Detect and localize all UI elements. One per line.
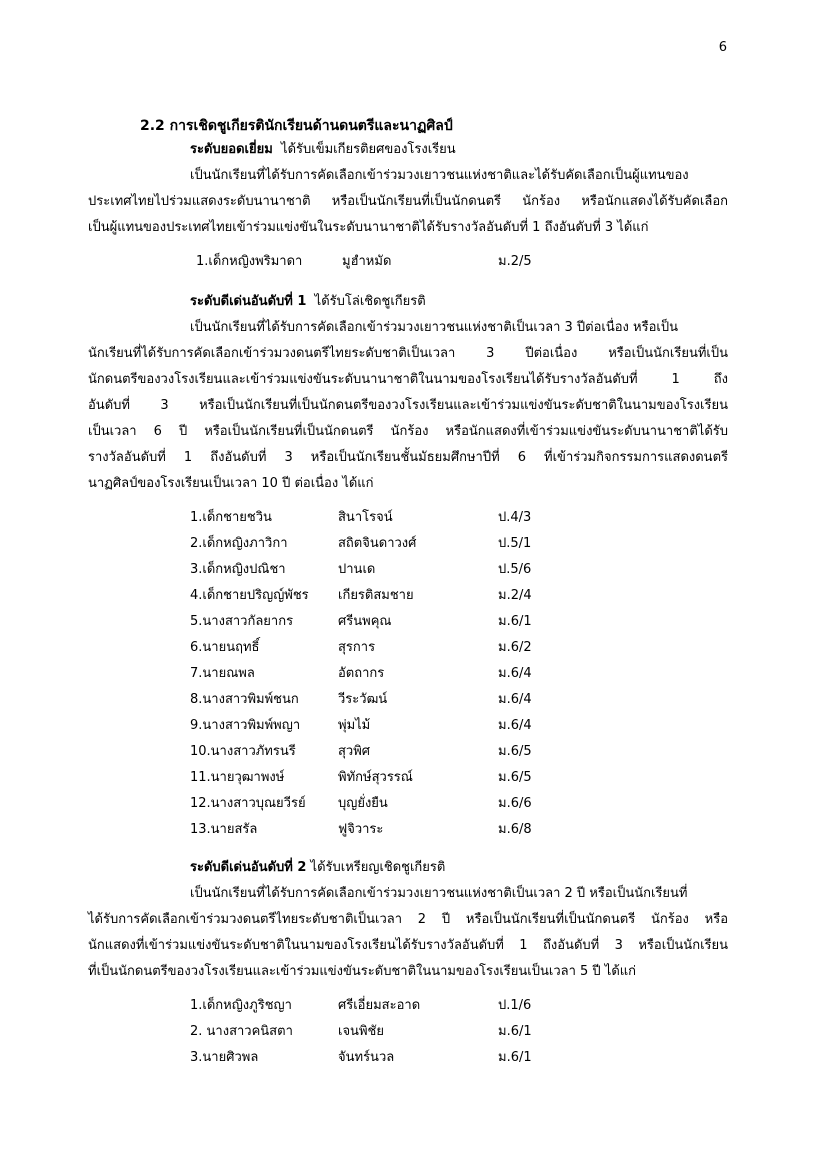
student-class: ม.6/6 xyxy=(498,796,532,811)
student-class: ม.6/2 xyxy=(498,640,532,655)
criteria-line: เป็นผู้แทนของประเทศไทยเข้าร่วมแข่งขันในระดับนานาชาติได้รับรางวัลอันดับที่ 1 ถึงอันดับที่ 3 ได้แก่ xyxy=(88,220,649,235)
level-heading-distinguished-2 xyxy=(190,858,445,878)
student-name: 2. นางสาวคนิสตา xyxy=(190,1024,293,1039)
student-class: ม.6/1 xyxy=(498,1050,532,1065)
student-surname: ฟูจิวาระ xyxy=(338,822,384,837)
student-surname: จันทร์นวล xyxy=(338,1050,395,1065)
level-title: ระดับดีเด่นอันดับที่ 2 xyxy=(190,860,307,875)
level-title: ระดับยอดเยี่ยม xyxy=(190,142,273,157)
student-class: ป.5/6 xyxy=(498,562,532,577)
student-class: ม.6/5 xyxy=(498,770,532,785)
criteria-line: เป็นนักเรียนที่ได้รับการคัดเลือกเข้าร่วมวงเยาวชนแห่งชาติและได้รับคัดเลือกเป็นผู้แทนของ xyxy=(190,168,689,183)
student-name: 1.เด็กหญิงพริมาดา xyxy=(196,254,303,269)
student-name: 1.เด็กชายชวิน xyxy=(190,510,272,525)
student-surname: เกียรติสมชาย xyxy=(338,588,414,603)
student-class: ป.1/6 xyxy=(498,998,532,1013)
student-surname: พุ่มไม้ xyxy=(338,718,371,733)
student-name: 7.นายณพล xyxy=(190,666,255,681)
student-name: 5.นางสาวกัลยากร xyxy=(190,614,294,629)
student-class: ม.2/5 xyxy=(498,254,532,269)
student-name: 6.นายนฤทธิ์ xyxy=(190,640,260,655)
level-heading-distinguished-1 xyxy=(190,292,426,312)
student-class: ป.4/3 xyxy=(498,510,532,525)
student-surname: พิทักษ์สุวรรณ์ xyxy=(338,770,413,785)
student-class: ม.6/8 xyxy=(498,822,532,837)
student-surname: สุวพิศ xyxy=(338,744,371,759)
student-name: 11.นายวุฒาพงษ์ xyxy=(190,770,285,785)
student-surname: ปานเด xyxy=(338,562,376,577)
level-heading-excellent xyxy=(190,140,456,160)
student-surname: สุรการ xyxy=(338,640,376,655)
criteria-line: นักเรียนที่ได้รับการคัดเลือกเข้าร่วมวงดนตรีไทยระดับชาติเป็นเวลา 3 ปีต่อเนื่อง หรือเป็นนักเรียนที่เป็น xyxy=(88,346,728,361)
criteria-line: นักแสดงที่เข้าร่วมแข่งขันระดับชาติในนามของโรงเรียนได้รับรางวัลอันดับที่ 1 ถึงอันดับที่ 3 หรือเป็นนักเรียน xyxy=(88,938,728,953)
student-name: 10.นางสาวภัทรนรี xyxy=(190,744,296,759)
student-surname: ศรีนพคุณ xyxy=(338,614,392,629)
criteria-line: นาฏศิลป์ของโรงเรียนเป็นเวลา 10 ปี ต่อเนื่อง ได้แก่ xyxy=(88,476,374,491)
section-heading: 2.2 การเชิดชูเกียรตินักเรียนด้านดนตรีและนาฏศิลป์ xyxy=(140,118,453,134)
student-name: 8.นางสาวพิมพ์ชนก xyxy=(190,692,299,707)
student-class: ม.6/4 xyxy=(498,692,532,707)
level-title: ระดับดีเด่นอันดับที่ 1 xyxy=(190,294,307,309)
student-surname: เจนพิชัย xyxy=(338,1024,384,1039)
student-surname: สินาโรจน์ xyxy=(338,510,393,525)
criteria-line: ที่เป็นนักดนตรีของวงโรงเรียนและเข้าร่วมแข่งขันระดับชาติในนามของโรงเรียนเป็นเวลา 5 ปี ได้แก่ xyxy=(88,964,637,979)
student-surname: มูฮำหมัด xyxy=(342,254,392,269)
student-name: 4.เด็กชายปริญญ์พัชร xyxy=(190,588,309,603)
student-class: ม.6/1 xyxy=(498,614,532,629)
student-surname: บุญยั่งยืน xyxy=(338,796,388,811)
level-reward: ได้รับโล่เชิดชูเกียรติ xyxy=(314,294,426,309)
student-class: ม.6/5 xyxy=(498,744,532,759)
criteria-line: นักดนตรีของวงโรงเรียนและเข้าร่วมแข่งขันระดับนานาชาติในนามของโรงเรียนได้รับรางวัลอันดับที่ 1 ถึง xyxy=(88,372,728,387)
criteria-line: รางวัลอันดับที่ 1 ถึงอันดับที่ 3 หรือเป็นนักเรียนชั้นมัธยมศึกษาปีที่ 6 ที่เข้าร่วมกิจกรรมการแสดงดนตรี xyxy=(88,450,728,465)
student-name: 3.นายศิวพล xyxy=(190,1050,259,1065)
criteria-line: เป็นนักเรียนที่ได้รับการคัดเลือกเข้าร่วมวงเยาวชนแห่งชาติเป็นเวลา 2 ปี หรือเป็นนักเรียนที่ xyxy=(190,886,688,901)
student-surname: ศรีเอี่ยมสะอาด xyxy=(338,998,421,1013)
criteria-line: เป็นนักเรียนที่ได้รับการคัดเลือกเข้าร่วมวงเยาวชนแห่งชาติเป็นเวลา 3 ปีต่อเนื่อง หรือเป็น xyxy=(190,320,678,335)
criteria-line: เป็นเวลา 6 ปี หรือเป็นนักเรียนที่เป็นนักดนตรี นักร้อง หรือนักแสดงที่เข้าร่วมแข่งขันระดับนานาชาติได้รับ xyxy=(88,424,728,439)
page-number: 6 xyxy=(718,40,727,55)
student-class: ม.6/1 xyxy=(498,1024,532,1039)
student-name: 3.เด็กหญิงปณิชา xyxy=(190,562,286,577)
student-name: 9.นางสาวพิมพ์พญา xyxy=(190,718,301,733)
criteria-line: อันดับที่ 3 หรือเป็นนักเรียนที่เป็นนักดนตรีของวงโรงเรียนและเข้าร่วมแข่งขันระดับชาติในนามของโรงเรียน xyxy=(88,398,728,413)
student-surname: สถิตจินดาวงศ์ xyxy=(338,536,417,551)
student-name: 2.เด็กหญิงภาวิกา xyxy=(190,536,288,551)
student-surname: วีระวัฒน์ xyxy=(338,692,388,707)
criteria-line: ประเทศไทยไปร่วมแสดงระดับนานาชาติ หรือเป็นนักเรียนที่เป็นนักดนตรี นักร้อง หรือนักแสดงได้รับคัดเลือก xyxy=(88,194,728,209)
student-class: ป.5/1 xyxy=(498,536,532,551)
student-name: 1.เด็กหญิงภูริชญา xyxy=(190,998,292,1013)
student-class: ม.2/4 xyxy=(498,588,532,603)
student-class: ม.6/4 xyxy=(498,718,532,733)
level-reward: ได้รับเข็มเกียรติยศของโรงเรียน xyxy=(281,142,456,157)
student-class: ม.6/4 xyxy=(498,666,532,681)
student-name: 12.นางสาวบุณยวีรย์ xyxy=(190,796,306,811)
student-name: 13.นายสรัล xyxy=(190,822,258,837)
criteria-line: ได้รับการคัดเลือกเข้าร่วมวงดนตรีไทยระดับชาติเป็นเวลา 2 ปี หรือเป็นนักเรียนที่เป็นนักดนตรี นักร้อง หรือ xyxy=(88,912,728,927)
level-reward: ได้รับเหรียญเชิดชูเกียรติ xyxy=(310,860,446,875)
student-surname: อัตถากร xyxy=(338,666,385,681)
